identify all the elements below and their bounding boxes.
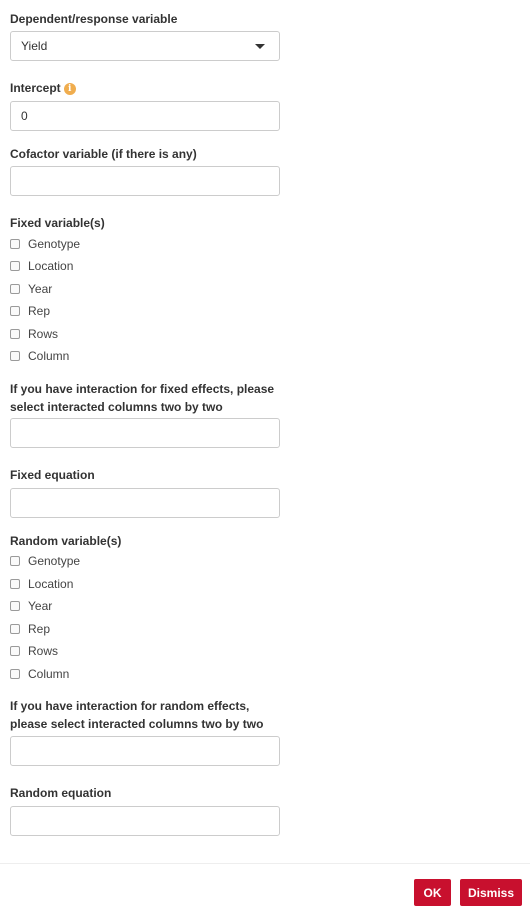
random-var-year[interactable]: [10, 598, 52, 614]
ok-button[interactable]: OK: [414, 879, 451, 906]
checkbox-label: Genotype: [28, 237, 81, 251]
checkbox-label: Rep: [28, 622, 51, 636]
fixed-interaction-select[interactable]: [10, 418, 280, 448]
checkbox-label: Rep: [28, 304, 51, 318]
fixed-var-genotype[interactable]: [10, 236, 80, 252]
checkbox-label: Rows: [28, 644, 59, 658]
intercept-value: 0: [21, 109, 28, 123]
checkbox[interactable]: [10, 261, 20, 271]
fixed-vars-label: Fixed variable(s): [10, 216, 105, 230]
fixed-interaction-label: If you have interaction for fixed effects, please select interacted columns two by two: [10, 382, 275, 414]
dependent-select[interactable]: [10, 31, 280, 61]
random-interaction-select[interactable]: [10, 736, 280, 766]
checkbox[interactable]: [10, 284, 20, 294]
fixed-var-rep[interactable]: [10, 303, 50, 319]
random-var-genotype[interactable]: [10, 553, 80, 569]
intercept-label-wrapper: [10, 79, 76, 97]
intercept-input[interactable]: [10, 101, 280, 131]
checkbox[interactable]: [10, 579, 20, 589]
checkbox-label: Year: [28, 282, 53, 296]
cofactor-select[interactable]: [10, 166, 280, 196]
checkbox-label: Rows: [28, 327, 59, 341]
checkbox[interactable]: [10, 646, 20, 656]
fixed-equation-label: Fixed equation: [10, 468, 95, 482]
checkbox[interactable]: [10, 329, 20, 339]
dismiss-button[interactable]: Dismiss: [460, 879, 522, 906]
intercept-label: Intercept: [10, 81, 61, 95]
footer-divider: [0, 863, 530, 864]
random-var-location[interactable]: [10, 576, 73, 592]
checkbox-label: Column: [28, 349, 70, 363]
checkbox[interactable]: [10, 669, 20, 679]
caret-down-icon: [255, 44, 265, 49]
checkbox[interactable]: [10, 306, 20, 316]
random-equation-input[interactable]: [10, 806, 280, 836]
random-equation-label: Random equation: [10, 786, 112, 800]
checkbox[interactable]: [10, 601, 20, 611]
checkbox-label: Column: [28, 667, 70, 681]
random-var-rows[interactable]: [10, 643, 58, 659]
checkbox[interactable]: [10, 239, 20, 249]
checkbox-label: Year: [28, 599, 53, 613]
checkbox[interactable]: [10, 351, 20, 361]
cofactor-label: Cofactor variable (if there is any): [10, 147, 197, 161]
random-var-rep[interactable]: [10, 621, 50, 637]
info-icon[interactable]: i: [64, 83, 76, 95]
random-interaction-label: If you have interaction for random effects, please select interacted columns two by two: [10, 699, 264, 731]
fixed-var-year[interactable]: [10, 281, 52, 297]
fixed-equation-input[interactable]: [10, 488, 280, 518]
random-var-column[interactable]: [10, 666, 69, 682]
checkbox-label: Location: [28, 259, 74, 273]
random-vars-label: Random variable(s): [10, 534, 122, 548]
checkbox[interactable]: [10, 556, 20, 566]
checkbox[interactable]: [10, 624, 20, 634]
dependent-label: Dependent/response variable: [10, 12, 178, 26]
fixed-var-location[interactable]: [10, 258, 73, 274]
dependent-selected-value: Yield: [21, 39, 48, 53]
checkbox-label: Genotype: [28, 554, 81, 568]
fixed-var-column[interactable]: [10, 348, 69, 364]
fixed-var-rows[interactable]: [10, 326, 58, 342]
checkbox-label: Location: [28, 577, 74, 591]
